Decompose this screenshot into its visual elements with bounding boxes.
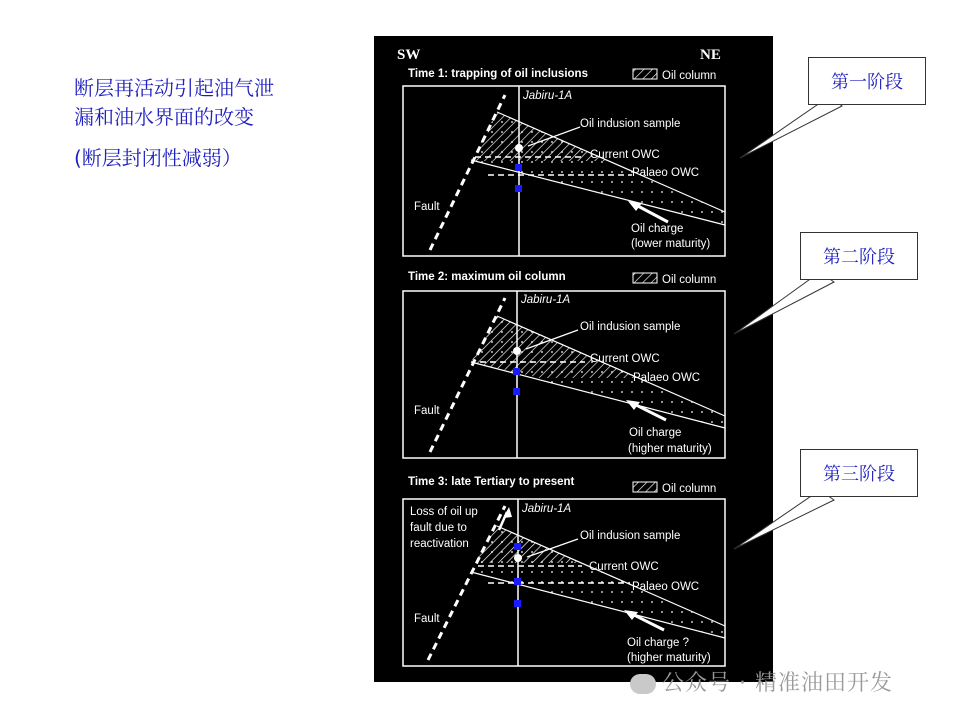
panel-title: Time 3: late Tertiary to present [408, 476, 575, 488]
well-label: Jabiru-1A [522, 503, 572, 515]
oil-charge-maturity: (lower maturity) [631, 238, 711, 250]
fault-label: Fault [414, 613, 440, 625]
wechat-icon [630, 674, 656, 694]
oil-charge-label: Oil charge [631, 223, 684, 235]
sample-marker [514, 554, 522, 562]
ne-label: NE [700, 47, 721, 63]
palaeo-owc-label: Palaeo OWC [632, 167, 700, 179]
legend-hatch-swatch [633, 482, 657, 492]
legend-label: Oil column [662, 274, 717, 286]
well-marker [514, 600, 521, 607]
oil-charge-label: Oil charge [629, 427, 682, 439]
watermark [630, 666, 893, 697]
sample-label: Oil indusion sample [580, 118, 681, 130]
loss-label-3: reactivation [410, 538, 469, 550]
current-owc-label: Current OWC [589, 561, 659, 573]
well-marker [514, 543, 521, 550]
sample-label: Oil indusion sample [580, 530, 681, 542]
callout-pointer [734, 490, 834, 549]
well-marker [513, 368, 520, 375]
sample-marker [513, 347, 521, 355]
panel-title: Time 1: trapping of oil inclusions [408, 68, 588, 80]
callout-stage-1: 第一阶段 [808, 57, 926, 105]
sw-label: SW [397, 47, 421, 63]
palaeo-owc-label: Palaeo OWC [633, 372, 701, 384]
well-marker [515, 185, 522, 192]
loss-label-2: fault due to [410, 522, 467, 534]
title-line-2: 漏和油水界面的改变 [74, 105, 254, 129]
palaeo-owc-label: Palaeo OWC [632, 581, 700, 593]
well-marker [515, 164, 522, 171]
oil-charge-maturity: (higher maturity) [628, 443, 712, 455]
fault-line [430, 298, 505, 452]
callout-pointer [734, 272, 834, 334]
current-owc-label: Current OWC [590, 353, 660, 365]
sample-marker [515, 144, 523, 152]
current-owc-label: Current OWC [590, 149, 660, 161]
sample-label: Oil indusion sample [580, 321, 681, 333]
callout-stage-2: 第二阶段 [800, 232, 918, 280]
title-line-1: 断层再活动引起油气泄 [74, 76, 274, 100]
fault-label: Fault [414, 405, 440, 417]
watermark-text: 公众号 · 精准油田开发 [662, 671, 893, 696]
loss-label-1: Loss of oil up [410, 506, 478, 518]
fault-line [430, 95, 505, 250]
panel-title: Time 2: maximum oil column [408, 271, 566, 283]
legend-hatch-swatch [633, 273, 657, 283]
panel-time-3 [403, 476, 725, 666]
well-marker [514, 578, 521, 585]
callout-pointer [740, 96, 842, 158]
well-marker [513, 388, 520, 395]
oil-charge-label: Oil charge ? [627, 637, 690, 649]
title-line-3: (断层封闭性减弱） [74, 146, 242, 170]
callout-stage-3: 第三阶段 [800, 449, 918, 497]
panel-time-1 [403, 68, 725, 256]
legend-hatch-swatch [633, 69, 657, 79]
fault-label: Fault [414, 201, 440, 213]
legend-label: Oil column [662, 70, 717, 82]
well-label: Jabiru-1A [521, 294, 571, 306]
panel-time-2 [403, 271, 725, 458]
legend-label: Oil column [662, 483, 717, 495]
oil-charge-maturity: (higher maturity) [627, 652, 711, 664]
well-label: Jabiru-1A [523, 90, 573, 102]
